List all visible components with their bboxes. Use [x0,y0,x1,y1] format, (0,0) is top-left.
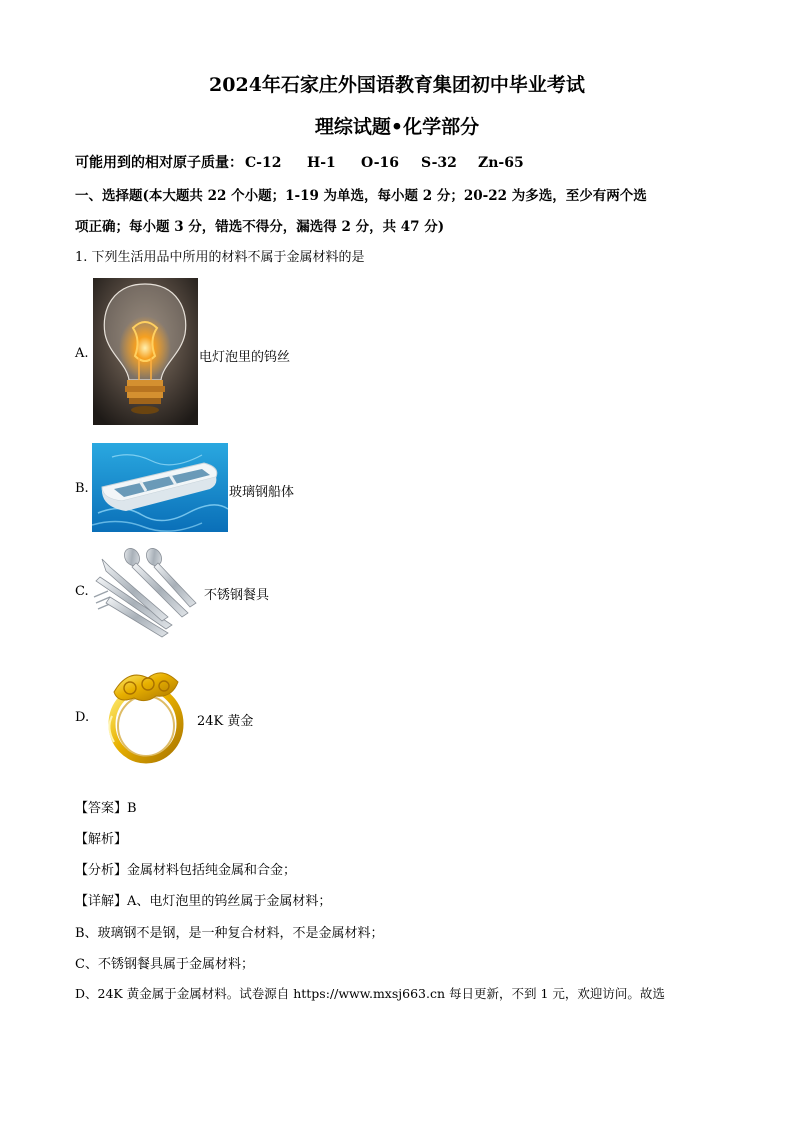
atomic-mass-item: H-1 [307,155,336,171]
option-a-letter: A. [75,346,89,361]
answer-line: 【答案】B [75,801,137,816]
option-a-text: 电灯泡里的钨丝 [199,350,291,365]
detail-c-line: C、不锈钢餐具属于金属材料； [75,957,254,972]
light-bulb-image [93,278,198,425]
atomic-mass-item: C-12 [245,155,282,171]
page-title: 2024年石家庄外国语教育集团初中毕业考试 [209,74,585,96]
atomic-mass-item: S-32 [421,155,457,171]
option-b-text: 玻璃钢船体 [229,485,295,500]
gold-ring-image [100,662,190,766]
detail-d-line: D、24K 黄金属于金属材料。试卷源自 https://www.mxsj663.cn 每日更新，不到 1 元，欢迎访问。故选 [75,986,665,1001]
option-d-text: 24K 黄金 [197,714,254,729]
analysis-line: 【分析】金属材料包括纯金属和合金； [75,863,297,878]
atomic-masses [75,152,524,172]
option-d-letter: D. [75,710,90,725]
section-header-line1: 一、选择题(本大题共 22 个小题；1-19 为单选，每小题 2 分；20-22 为多选，至少有两个选 [75,188,647,204]
cutlery-image [92,547,200,639]
section-header-line2: 项正确；每小题 3 分，错选不得分，漏选得 2 分，共 47 分) [75,219,445,235]
analysis-title: 【解析】 [75,832,128,847]
detail-b-line: B、玻璃钢不是钢，是一种复合材料，不是金属材料； [75,926,384,941]
option-b-letter: B. [75,481,89,496]
option-c-letter: C. [75,584,89,599]
detail-line: 【详解】A、电灯泡里的钨丝属于金属材料； [75,894,332,909]
atomic-mass-item: Zn-65 [478,155,524,171]
boat-image [92,443,228,532]
atomic-mass-item: O-16 [361,155,400,171]
option-c-text: 不锈钢餐具 [204,588,270,603]
atomic-masses-label: 可能用到的相对原子质量： [75,155,243,171]
question-stem: 1. 下列生活用品中所用的材料不属于金属材料的是 [75,250,365,265]
page-subtitle: 理综试题•化学部分 [314,116,480,138]
